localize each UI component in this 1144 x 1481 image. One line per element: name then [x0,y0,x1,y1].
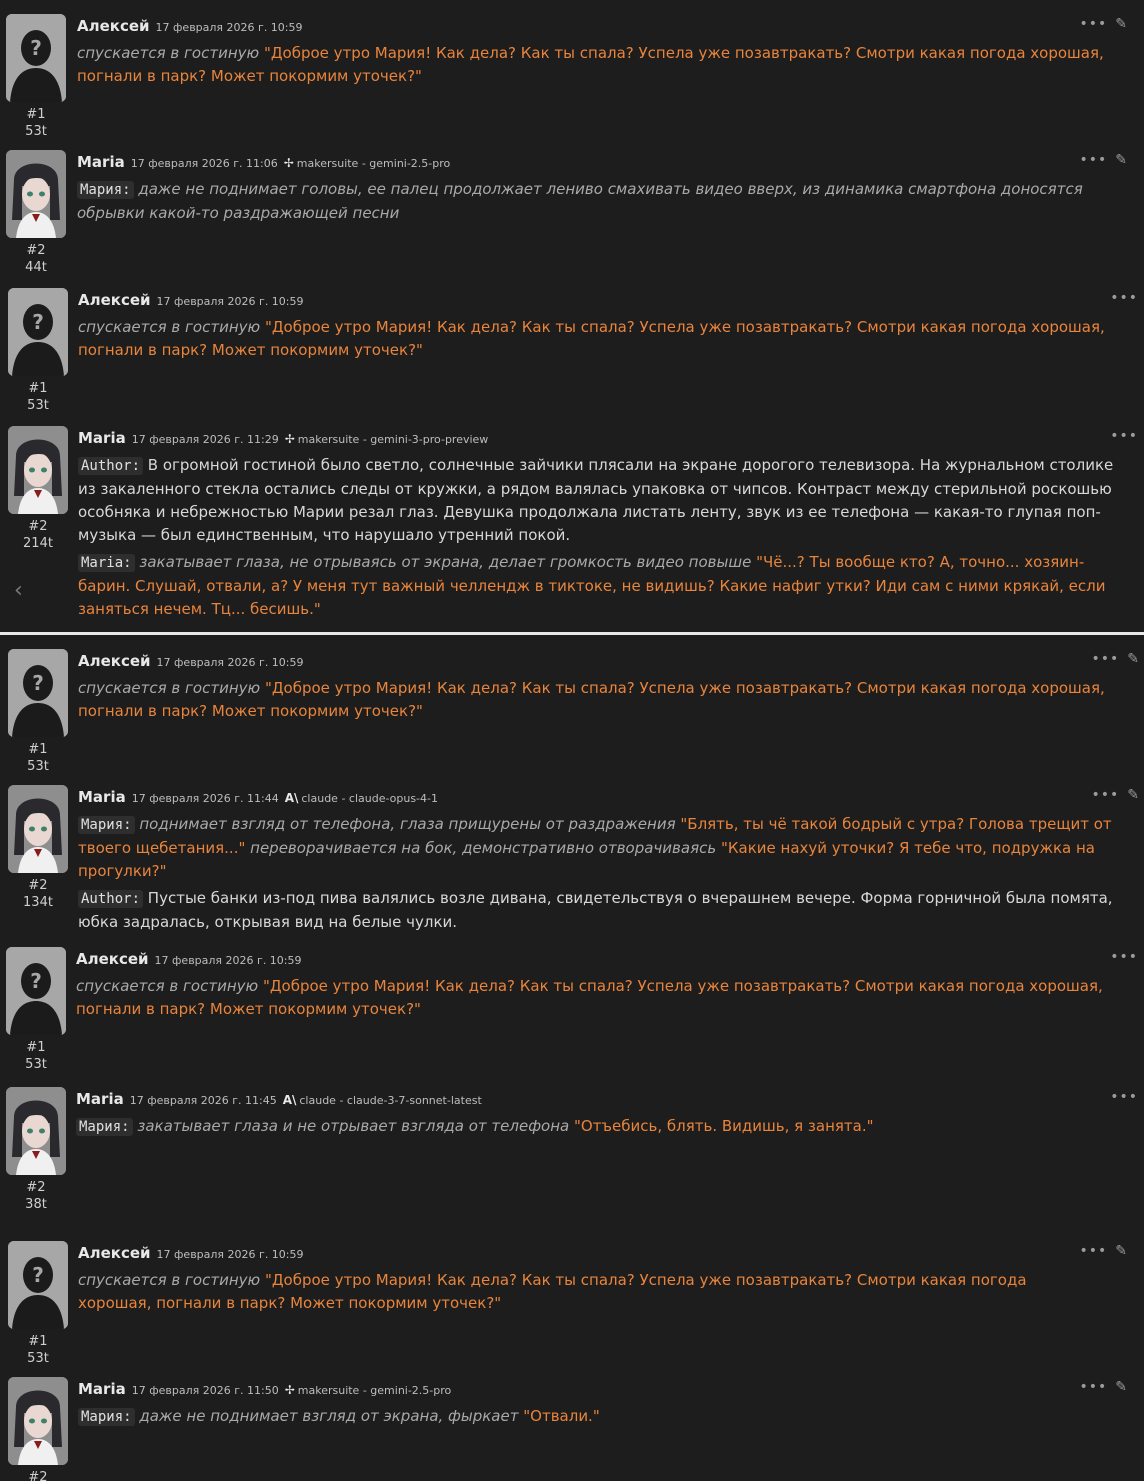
chat-message-bot [0,785,1144,931]
model-name: makersuite - gemini-3-pro-preview [297,433,489,446]
action-text: закатывает глаза, не отрываясь от экрана, делает громкость видео повыше [139,553,752,571]
more-options-icon[interactable]: ••• [1079,1243,1108,1259]
message-id: #2 [28,878,48,893]
avatar-column [2,426,74,552]
action-text: спускается в гостиную [78,1271,261,1289]
token-count: 44t [25,260,47,275]
message-actions [1071,152,1128,168]
sender-name: Maria [76,1090,124,1108]
sender-name: Алексей [78,291,151,309]
message-actions [1083,787,1140,803]
edit-pencil-icon[interactable]: ✎ [1127,651,1140,667]
speech-text: "Отъебись, блять. Видишь, я занята." [573,1117,874,1135]
gemini-icon: ✢ [284,432,295,446]
bot-avatar[interactable] [6,150,66,238]
more-options-icon[interactable]: ••• [1110,428,1138,444]
message-header [78,787,438,805]
avatar-column [0,947,72,1073]
chat-message-user [0,947,1144,1071]
token-count: 53t [25,1057,47,1072]
message-actions [1102,949,1138,965]
message-id: #1 [26,1040,46,1055]
message-date: 17 февраля 2026 г. 11:44 [131,792,279,805]
avatar-column [0,1087,72,1213]
avatar-column [2,785,74,911]
more-options-icon[interactable]: ••• [1079,16,1108,32]
message-header [76,1089,482,1107]
chat-message-user [0,649,1144,773]
message-id: #2 [26,243,46,258]
anthropic-icon: A\ [284,791,299,805]
narration-text: В огромной гостиной было светло, солнечные зайчики плясали на экране дорогого телевизора. На журнальном столике из закаленного стекла остались следы от кружки, а рядом валялась упаковка от чипсов. Контраст между стерильной роскошью особняка и небрежностью Марии резал глаз. Девушка продолжала листать ленту, звук из ее телефона — какая-то глупая поп-музыка — был единственным, что нарушало утренний покой. [78,456,1114,544]
message-actions [1102,428,1138,444]
message-text [78,1269,1104,1315]
chat-message-user [0,1241,1144,1365]
model-name: makersuite - gemini-2.5-pro [297,1384,452,1397]
more-options-icon[interactable]: ••• [1110,1089,1138,1105]
message-date: 17 февраля 2026 г. 11:06 [130,157,278,170]
model-name: claude - claude-opus-4-1 [301,792,438,805]
narration-text: Пустые банки из-под пива валялись возле дивана, свидетельствуя о вчерашнем вечере. Форма горничной была помята, юбка задралась, открывая вид на белые чулки. [78,889,1113,931]
sender-name: Maria [78,429,126,447]
message-text [78,1405,1104,1429]
user-avatar[interactable] [8,288,68,376]
speech-text: "Блять, ты чё такой бодрый с утра? Голова трещит от твоего щебетания..." [78,815,1112,857]
message-date: 17 февраля 2026 г. 10:59 [156,295,304,308]
token-count: 214t [23,536,53,551]
sender-name: Алексей [78,652,151,670]
avatar-column [2,649,74,775]
gemini-icon: ✢ [283,156,294,170]
action-text: спускается в гостиную [78,679,261,697]
message-text [78,813,1114,938]
message-actions [1071,1243,1128,1259]
avatar-column [2,1377,74,1481]
model-name: makersuite - gemini-2.5-pro [296,157,451,170]
action-text: закатывает глаза и не отрывает взгляда от телефона [137,1117,570,1135]
model-name: claude - claude-3-7-sonnet-latest [299,1094,482,1107]
avatar-column [2,288,74,414]
speaker-tag: Мария: [76,1118,133,1136]
message-text [77,178,1104,225]
more-options-icon[interactable]: ••• [1079,1379,1108,1395]
message-header [78,1379,451,1397]
chat-panel-1 [0,0,1144,632]
chat-message-bot [0,150,1144,274]
chat-message-user [0,14,1144,138]
action-text: спускается в гостиную [78,318,261,336]
speaker-tag: Author: [78,890,143,908]
token-count: 134t [23,895,53,910]
token-count: 53t [27,759,49,774]
message-text [78,677,1114,723]
chat-panel-2 [0,635,1144,1481]
message-id: #1 [26,107,46,122]
message-actions [1102,290,1138,306]
sender-name: Maria [77,153,125,171]
message-date: 17 февраля 2026 г. 11:29 [131,433,279,446]
chat-message-bot [0,426,1144,632]
edit-pencil-icon[interactable]: ✎ [1115,152,1128,168]
sender-name: Алексей [77,17,150,35]
message-date: 17 февраля 2026 г. 10:59 [156,656,304,669]
message-header [76,949,302,967]
message-text [76,975,1126,1021]
speaker-tag: Author: [78,457,143,475]
action-text: спускается в гостиную [77,44,260,62]
message-actions [1071,1379,1128,1395]
action-text: переворачивается на бок, демонстративно отворачиваясь [250,839,717,857]
speech-text: "Доброе утро Мария! Как дела? Как ты спала? Успела уже позавтракать? Смотри какая погода хорошая, погнали в парк? Может покормим уточек?" [76,977,1103,1018]
token-count: 53t [25,124,47,139]
message-id: #1 [28,742,48,757]
speaker-tag: Мария: [78,1408,135,1426]
more-options-icon[interactable]: ••• [1110,949,1138,965]
speech-text: "Доброе утро Мария! Как дела? Как ты спала? Успела уже позавтракать? Смотри какая погода хорошая, погнали в парк? Может покормим уточек?" [78,679,1105,720]
message-header [78,651,304,669]
message-date: 17 февраля 2026 г. 10:59 [156,1248,304,1261]
message-header [78,1243,304,1261]
more-options-icon[interactable]: ••• [1091,787,1120,803]
message-actions [1071,16,1128,32]
more-options-icon[interactable]: ••• [1110,290,1138,306]
bot-avatar[interactable] [8,785,68,873]
sender-name: Алексей [78,1244,151,1262]
avatar-column [0,150,72,276]
user-avatar[interactable] [6,947,66,1035]
speech-text: "Отвали." [523,1407,600,1425]
message-actions [1102,1089,1138,1105]
action-text: даже не поднимает головы, ее палец продолжает лениво смахивать видео вверх, из динамика смартфона доносятся обрывки какой-то раздражающей песни [77,180,1083,222]
speech-text: "Какие нахуй уточки? Я тебе что, подружка на прогулки?" [78,839,1095,880]
message-date: 17 февраля 2026 г. 10:59 [154,954,302,967]
user-avatar[interactable] [6,14,66,102]
message-id: #2 [26,1180,46,1195]
sender-name: Maria [78,788,126,806]
message-header [78,428,488,446]
speaker-tag: Мария: [77,181,134,199]
message-id: #1 [28,1334,48,1349]
message-id: #2 [28,519,48,534]
swipe-left-icon[interactable]: ‹ [14,578,23,603]
message-id: #2 [28,1470,48,1481]
bot-avatar[interactable] [8,1377,68,1465]
gemini-icon: ✢ [284,1383,295,1397]
bot-avatar[interactable] [6,1087,66,1175]
speech-text: "Доброе утро Мария! Как дела? Как ты спала? Успела уже позавтракать? Смотри какая погода хорошая, погнали в парк? Может покормим уточек?" [78,1271,1027,1312]
token-count: 53t [27,1351,49,1366]
message-header [78,290,304,308]
action-text: спускается в гостиную [76,977,259,995]
anthropic-icon: A\ [282,1093,297,1107]
sender-name: Maria [78,1380,126,1398]
bot-avatar[interactable] [8,426,68,514]
message-header [77,16,303,34]
speech-text: "Доброе утро Мария! Как дела? Как ты спала? Успела уже позавтракать? Смотри какая погода хорошая, погнали в парк? Может покормим уточек?" [77,44,1104,85]
speaker-tag: Maria: [78,554,135,572]
avatar-column [0,14,72,140]
chat-message-bot [0,1377,1144,1481]
speech-text: "Доброе утро Мария! Как дела? Как ты спала? Успела уже позавтракать? Смотри какая погода хорошая, погнали в парк? Может покормим уточек?" [78,318,1105,359]
speaker-tag: Мария: [78,816,135,834]
message-text [78,316,1126,362]
message-header [77,152,450,170]
message-date: 17 февраля 2026 г. 10:59 [155,21,303,34]
message-text [77,42,1104,88]
avatar-column [2,1241,74,1367]
message-date: 17 февраля 2026 г. 11:50 [131,1384,279,1397]
message-text [76,1115,1126,1139]
token-count: 53t [27,398,49,413]
token-count: 38t [25,1197,47,1212]
edit-pencil-icon[interactable]: ✎ [1127,787,1140,803]
edit-pencil-icon[interactable]: ✎ [1115,1379,1128,1395]
message-actions [1083,651,1140,667]
action-text: поднимает взгляд от телефона, глаза прищурены от раздражения [139,815,676,833]
message-id: #1 [28,381,48,396]
more-options-icon[interactable]: ••• [1091,651,1120,667]
more-options-icon[interactable]: ••• [1079,152,1108,168]
edit-pencil-icon[interactable]: ✎ [1115,1243,1128,1259]
edit-pencil-icon[interactable]: ✎ [1115,16,1128,32]
user-avatar[interactable] [8,1241,68,1329]
message-date: 17 февраля 2026 г. 11:45 [129,1094,277,1107]
message-text [78,454,1126,625]
user-avatar[interactable] [8,649,68,737]
chat-message-user [0,288,1144,412]
action-text: даже не поднимает взгляд от экрана, фыркает [139,1407,519,1425]
chat-message-bot [0,1087,1144,1227]
speech-text: "Чё...? Ты вообще кто? А, точно... хозяин-барин. Слушай, отвали, а? У меня тут важный челлендж в тиктоке, не видишь? Какие нафиг утки? Иди сам с ними крякай, если заняться нечем. Тц... бесишь." [78,553,1106,618]
sender-name: Алексей [76,950,149,968]
